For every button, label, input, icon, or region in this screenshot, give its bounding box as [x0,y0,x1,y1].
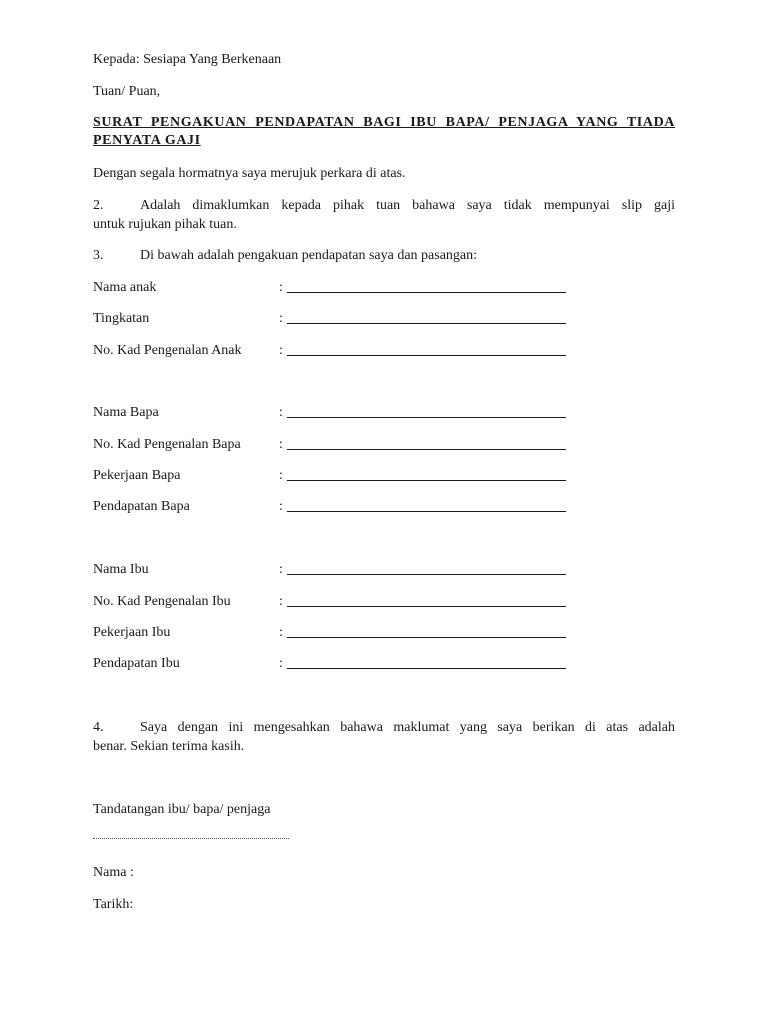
paragraph-4-text: Saya dengan ini mengesahkan bahawa maklumat yang saya berikan di atas adalah [140,720,675,735]
paragraph-3-text: Di bawah adalah pengakuan pendapatan saya dan pasangan: [140,248,478,263]
signature-label: Tandatangan ibu/ bapa/ penjaga [93,802,271,817]
field-blank-line[interactable] [287,574,566,575]
paragraph-3 [93,247,477,265]
paragraph-2-line-1 [93,196,675,215]
field-ic-bapa [93,436,573,456]
title-line-1: SURAT PENGAKUAN PENDAPATAN BAGI IBU BAPA/ PENJAGA YANG TIADA [93,115,675,130]
paragraph-3-number: 3. [93,248,104,263]
field-label: Pekerjaan Bapa [93,468,181,483]
field-colon: : [279,625,283,640]
salutation: Tuan/ Puan, [93,84,161,99]
field-nama-ibu [93,561,573,581]
date-label: Tarikh: [93,897,134,912]
field-blank-line[interactable] [287,606,566,607]
opening-sentence: Dengan segala hormatnya saya merujuk perkara di atas. [93,166,406,181]
field-label: Nama Bapa [93,405,159,420]
field-blank-line[interactable] [287,480,566,481]
field-blank-line[interactable] [287,449,566,450]
letter-title [93,114,675,150]
paragraph-4 [93,718,675,756]
field-label: Nama anak [93,280,157,295]
paragraph-4-line-2: benar. Sekian terima kasih. [93,739,245,754]
field-label: Pendapatan Ibu [93,656,180,671]
paragraph-4-number: 4. [93,720,104,735]
paragraph-2-line-2: untuk rujukan pihak tuan. [93,217,237,232]
field-pekerjaan-ibu [93,624,573,644]
field-label: Tingkatan [93,311,150,326]
field-label: Nama Ibu [93,562,149,577]
field-pendapatan-bapa [93,498,573,518]
paragraph-2-text: Adalah dimaklumkan kepada pihak tuan bahawa saya tidak mempunyai slip gaji [140,198,675,213]
field-colon: : [279,343,283,358]
field-colon: : [279,280,283,295]
field-colon: : [279,499,283,514]
field-colon: : [279,311,283,326]
field-pendapatan-ibu [93,655,573,675]
field-pekerjaan-bapa [93,467,573,487]
field-blank-line[interactable] [287,511,566,512]
field-colon: : [279,468,283,483]
field-blank-line[interactable] [287,668,566,669]
paragraph-2 [93,196,675,234]
name-label: Nama : [93,865,134,880]
paragraph-4-line-1 [93,718,675,737]
paragraph-2-number: 2. [93,198,104,213]
field-colon: : [279,594,283,609]
field-colon: : [279,437,283,452]
field-ic-ibu [93,593,573,613]
field-label: Pendapatan Bapa [93,499,190,514]
field-blank-line[interactable] [287,323,566,324]
field-label: No. Kad Pengenalan Bapa [93,437,241,452]
field-colon: : [279,562,283,577]
field-label: Pekerjaan Ibu [93,625,171,640]
letter-page [93,0,675,1024]
field-blank-line[interactable] [287,355,566,356]
field-colon: : [279,405,283,420]
field-colon: : [279,656,283,671]
title-line-2: PENYATA GAJI [93,133,201,148]
field-label: No. Kad Pengenalan Ibu [93,594,231,609]
field-ic-anak [93,342,573,362]
field-label: No. Kad Pengenalan Anak [93,343,242,358]
recipient-line: Kepada: Sesiapa Yang Berkenaan [93,52,282,67]
field-nama-bapa [93,404,573,424]
field-nama-anak [93,279,573,299]
signature-dotted-line[interactable] [93,836,289,839]
field-blank-line[interactable] [287,637,566,638]
field-blank-line[interactable] [287,292,566,293]
field-blank-line[interactable] [287,417,566,418]
field-tingkatan [93,310,573,330]
